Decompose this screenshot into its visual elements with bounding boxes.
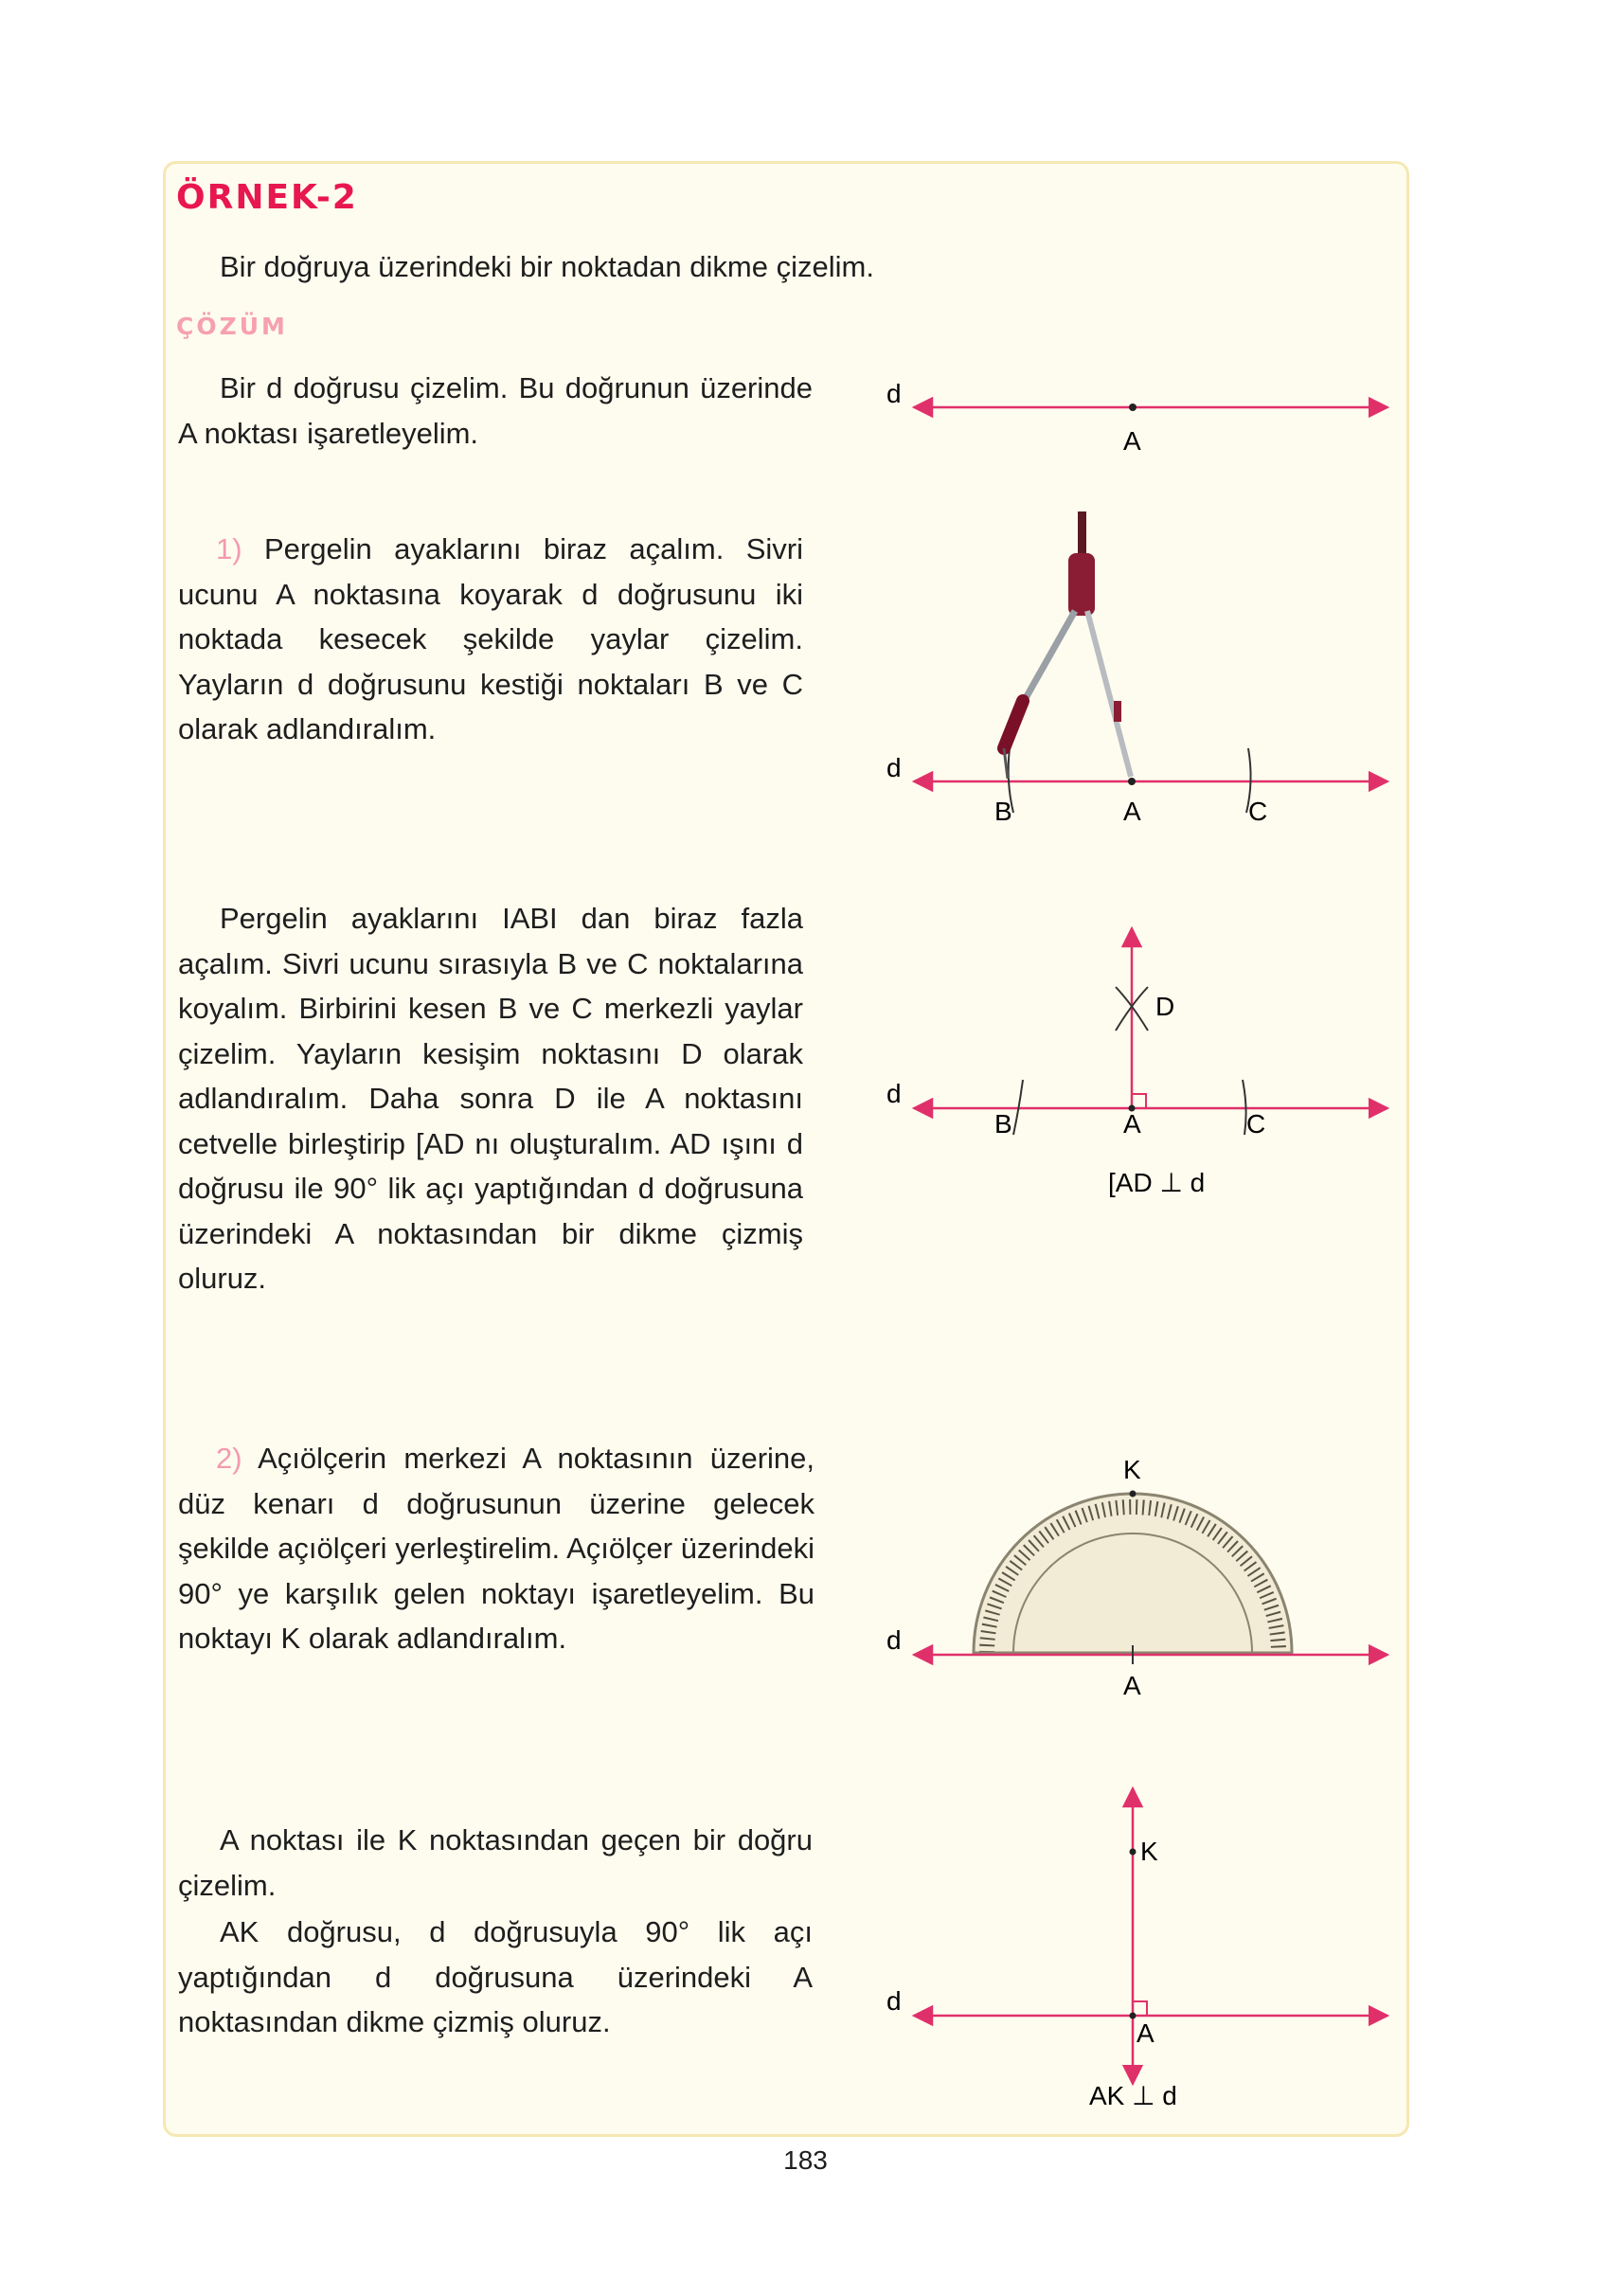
label-d-point: D [1155, 992, 1175, 1021]
figure-protractor [881, 1444, 1411, 1700]
label-b: B [994, 1109, 1012, 1139]
label-a: A [1123, 426, 1141, 456]
relation-ak: AK ⊥ d [1089, 2081, 1177, 2110]
point-a-dot [1129, 404, 1137, 411]
point-k-dot [1130, 1849, 1137, 1856]
label-a: A [1123, 1109, 1141, 1139]
step1-text: Pergelin ayaklarını biraz açalım. Sivri ucunu A noktasına koyarak d doğrusunu iki noktada kesecek şekilde yaylar çizelim. Yayların d doğrusunu kestiği noktaları B ve C olarak adlandıralım. [178, 532, 803, 745]
label-d: d [886, 379, 902, 408]
label-d: d [886, 1986, 902, 2016]
label-c: C [1248, 797, 1268, 826]
step2-number: 2) [216, 1442, 242, 1475]
step2b-text-a: A noktası ile K noktasından geçen bir doğru çizelim. [178, 1823, 813, 1902]
label-b: B [994, 797, 1012, 826]
figure-perpendicular-ak [881, 1781, 1411, 2122]
label-a: A [1123, 1671, 1141, 1700]
point-a-dot [1130, 2013, 1137, 2019]
example-title: ÖRNEK-2 [176, 178, 358, 217]
point-k-dot [1130, 1491, 1137, 1498]
step1-paragraph [178, 527, 803, 752]
problem-statement: Bir doğruya üzerindeki bir noktadan dikme çizelim. [220, 250, 874, 283]
intro-text: Bir d doğrusu çizelim. Bu doğrunun üzerinde A noktası işaretleyelim. [178, 371, 813, 450]
point-a-dot [1128, 778, 1136, 785]
label-a: A [1123, 797, 1141, 826]
step2-paragraph [178, 1436, 814, 1661]
step1-number: 1) [216, 532, 242, 565]
step2b-text-b: AK doğrusu, d doğrusuyla 90° lik açı yaptığından d doğrusuna üzerindeki A noktasından dikme çizmiş oluruz. [178, 1915, 813, 2038]
label-k: K [1123, 1455, 1141, 1484]
label-d: d [886, 1079, 902, 1108]
label-a: A [1137, 2018, 1155, 2048]
label-d: d [886, 1625, 902, 1655]
figure-line-d-point-a [881, 374, 1411, 459]
figure-compass [881, 511, 1411, 834]
relation-ad: [AD ⊥ d [1108, 1168, 1206, 1197]
solution-label: ÇÖZÜM [176, 313, 288, 340]
figure-perpendicular-ad [881, 919, 1411, 1203]
label-d: d [886, 753, 902, 782]
page-number: 183 [783, 2145, 828, 2175]
protractor-icon [974, 1494, 1292, 1653]
label-c: C [1246, 1109, 1266, 1139]
label-k: K [1140, 1837, 1158, 1866]
compass-icon [1004, 511, 1131, 779]
step2-text: Açıölçerin merkezi A noktasının üzerine, düz kenarı d doğrusunun üzerine gelecek şekilde açıölçeri yerleştirelim. Açıölçer üzerindeki 90° ye karşılık gelen noktayı işaretleyelim. Bu noktayı K olarak adlandıralım. [178, 1442, 814, 1655]
step1b-text: Pergelin ayaklarını IABI dan biraz fazla açalım. Sivri ucunu sırasıyla B ve C noktalarına koyalım. Birbirini kesen B ve C merkezli yaylar çizelim. Yayların kesişim noktasını D olarak adlandıralım. Daha sonra D ile A noktasını cetvelle birleştirip [AD nı oluşturalım. AD ışını d doğrusu ile 90° lik açı yaptığından d doğrusuna üzerindeki A noktasından bir dikme çizmiş oluruz. [178, 902, 803, 1295]
